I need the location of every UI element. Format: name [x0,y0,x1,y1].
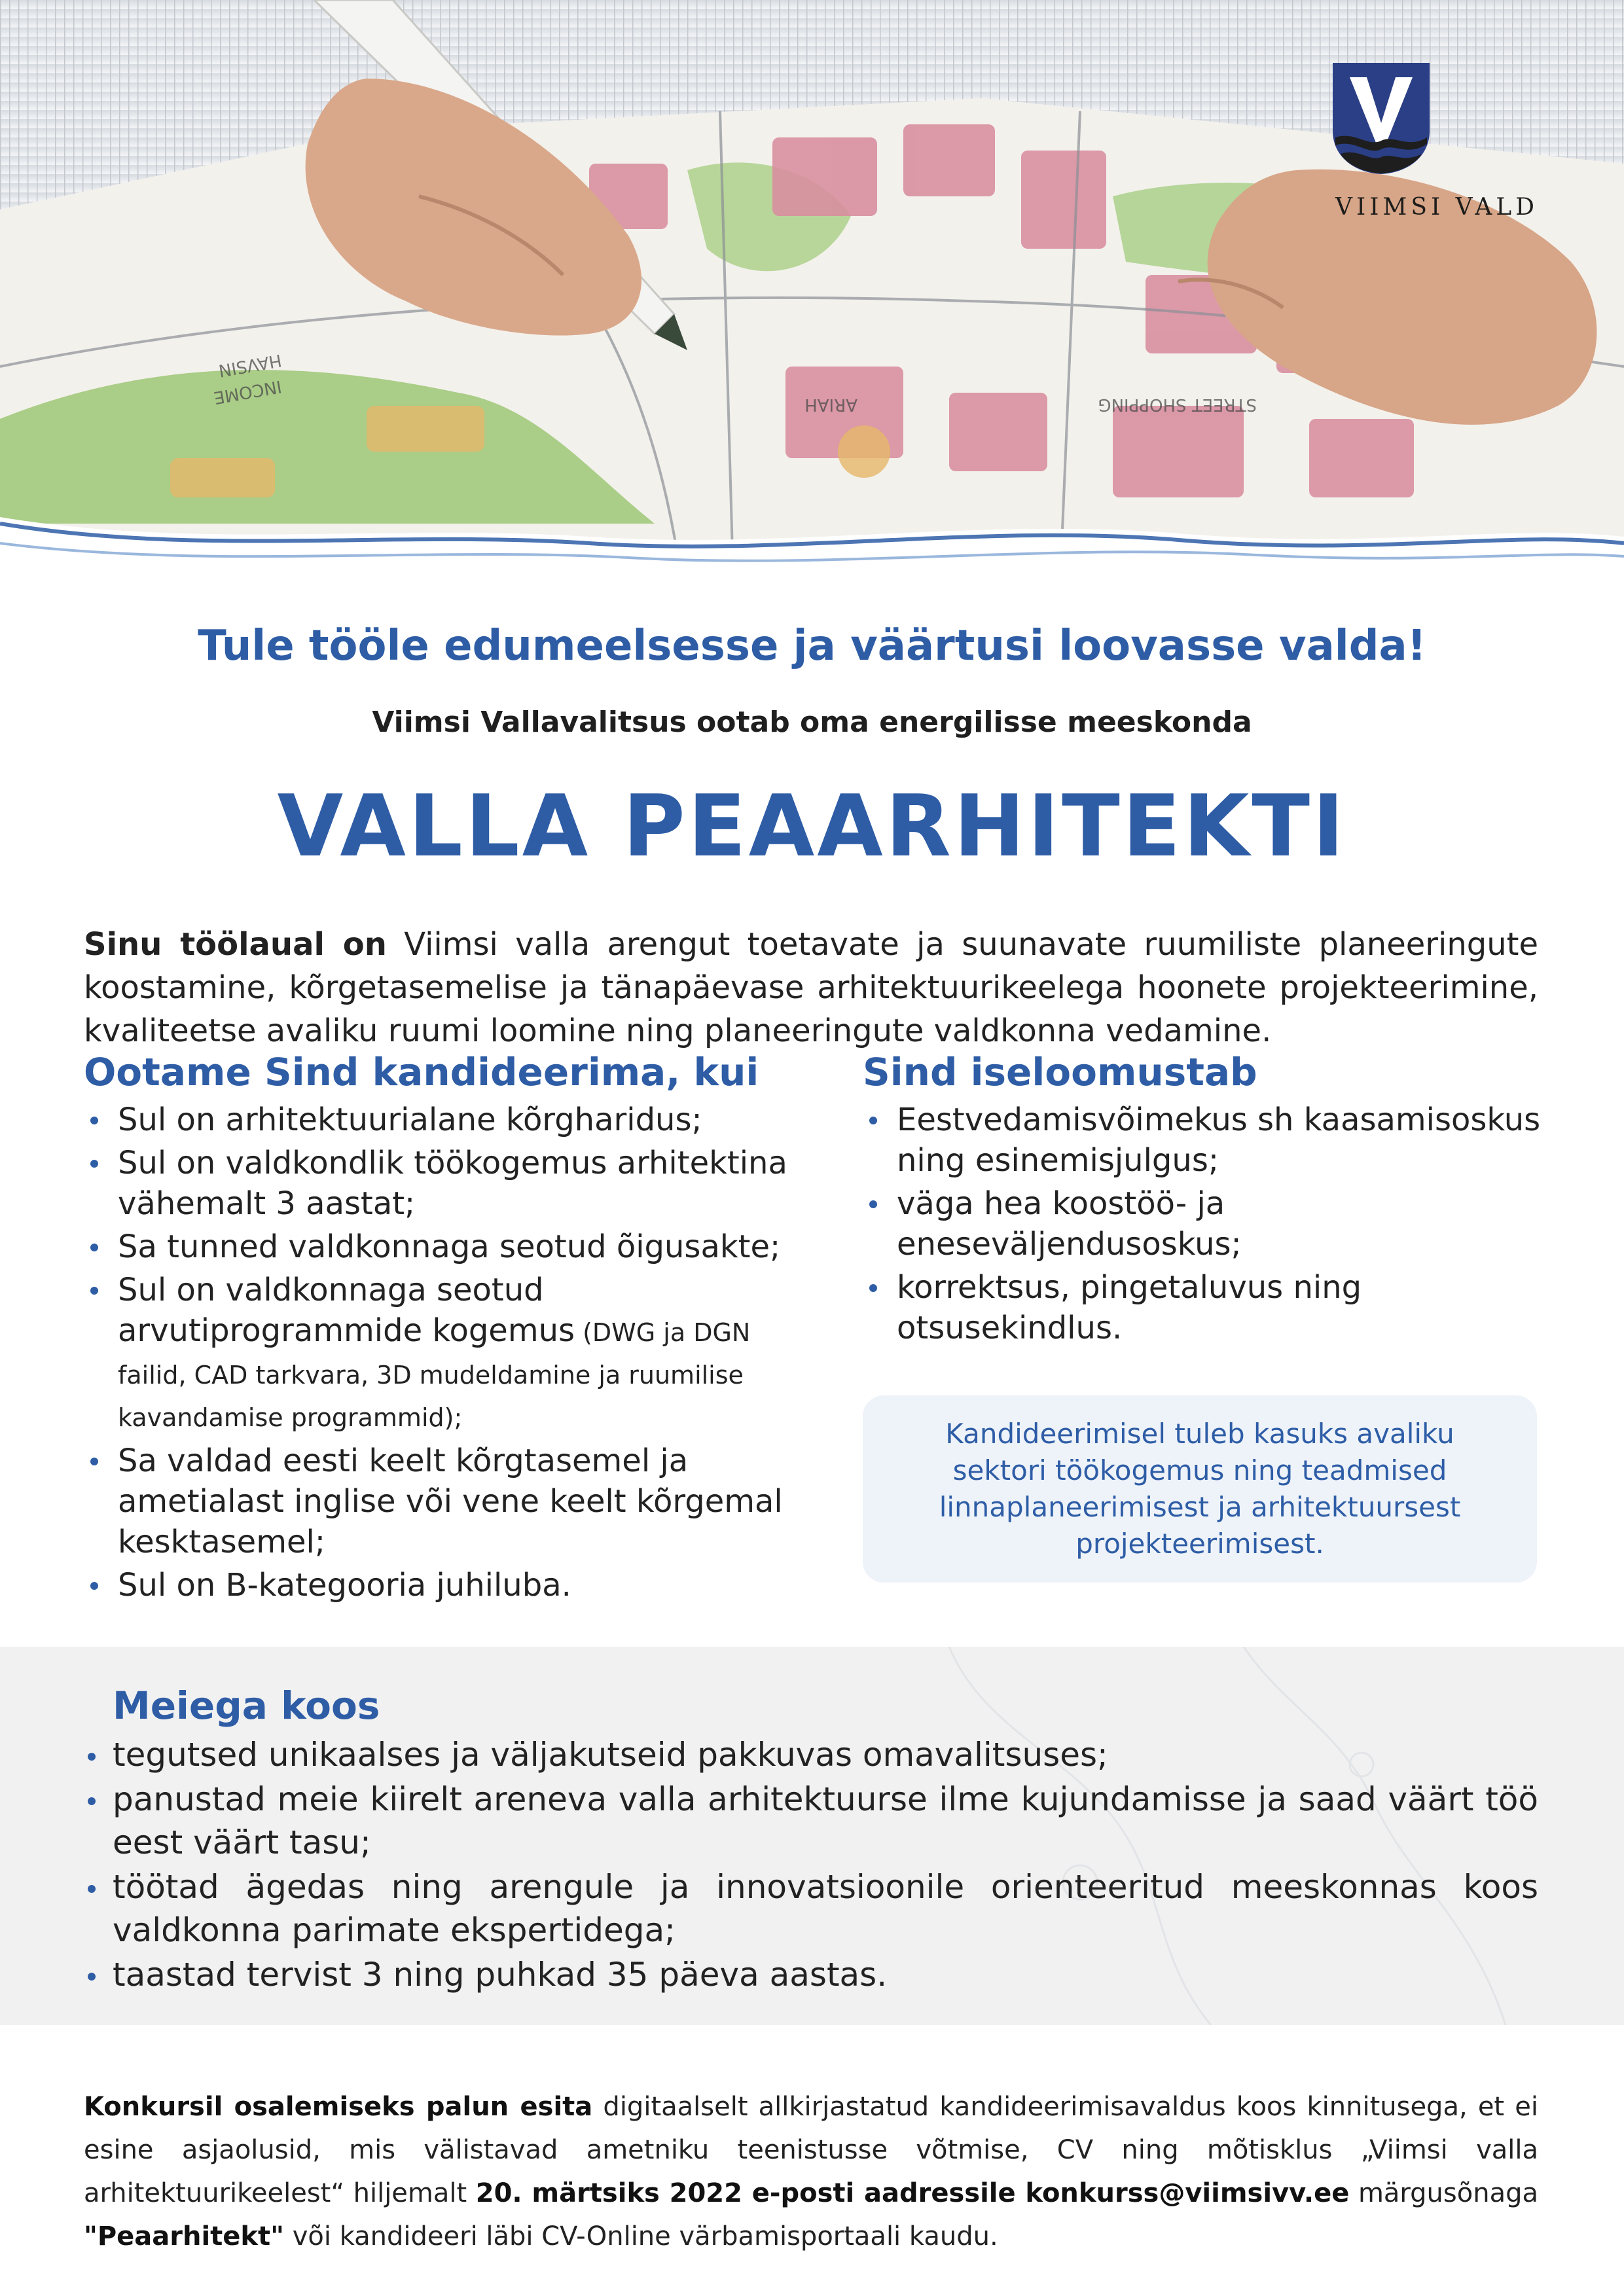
tagline: Tule tööle edumeelsesse ja väärtusi loovasse valda! [198,622,1426,670]
note-box [863,1395,1537,1583]
list-item: Sa valdad eesti keelt kõrgtasemel ja ametialast inglise või vene keelt kõrgemal kesktasemel; [84,1441,817,1562]
note-text: Kandideerimisel tuleb kasuks avaliku sektori töökogemus ning teadmised linnaplaneerimisest ja arhitektuursest projekteerimisest. [939,1418,1461,1560]
list-item: töötad ägedas ning arengule ja innovatsioonile orienteeritud meeskonnas koos valdkonna parimate ekspertidega; [84,1865,1538,1952]
list-item: Sul on valdkondlik töökogemus arhitektina vähemalt 3 aastat; [84,1143,817,1224]
benefits-heading: Meiega koos [113,1683,380,1728]
requirements-heading: Ootame Sind kandideerima, kui [84,1050,759,1094]
map-label: INCOME [212,376,283,408]
list-item: väga hea koostöö- ja eneseväljendusoskus; [863,1183,1550,1265]
viimsi-vald-logo [1329,59,1545,221]
footer-lead: Konkursil osalemiseks palun esita [84,2092,593,2122]
list-item: tegutsed unikaalses ja väljakutseid pakkuvas omavalitsuses; [84,1733,1538,1776]
list-item: panustad meie kiirelt areneva valla arhitektuurse ilme kujundamisse ja saad väärt töö eest väärt tasu; [84,1778,1538,1864]
intro-paragraph [84,923,1538,1052]
list-item: Sa tunned valdkonnaga seotud õigusakte; [84,1227,817,1267]
logo-text: VIIMSI VALD [1335,194,1538,221]
list-item: korrektsus, pingetaluvus ning otsusekindlus. [863,1267,1550,1348]
hero-image [0,0,1624,576]
list-item: Sul on B-kategooria juhiluba. [84,1565,817,1605]
intro-text: Viimsi valla arengut toetavate ja suunavate ruumiliste planeeringute koostamine, kõrgetasemelise ja tänapäevase arhitektuurikeelega hoonete projekteerimine, kvaliteetse avaliku ruumi loomine ning planeeringute valdkonna vedamine. [84,926,1539,1049]
intro-lead: Sinu töölaual on [84,926,387,963]
list-item: Sul on arhitektuurialane kõrgharidus; [84,1100,817,1140]
keyword: "Peaarhitekt" [84,2221,284,2251]
software-note: (DWG ja DGN failid, CAD tarkvara, 3D mudeldamine ja ruumilise kavandamise programmid); [118,1318,751,1432]
traits-list [863,1100,1550,1351]
list-item: taastad tervist 3 ning puhkad 35 päeva aastas. [84,1953,1538,1996]
list-item: Sul on valdkonnaga seotud arvutiprogrammide kogemus (DWG ja DGN failid, CAD tarkvara, 3D mudeldamine ja ruumilise kavandamise programmid); [84,1270,817,1438]
application-instructions: Konkursil osalemiseks palun esita digitaalselt allkirjastatud kandideerimisavaldus koos kinnitusega, et ei esine asjaolusid, mis välistavad ametniku teenistusse võtmise, CV ning mõtisklus „Viimsi valla arhitektuurikeelest“ hiljemalt 20. märtsiks 2022 e-posti aadressile konkurss@viimsivv.ee märgusõnaga "Peaarhitekt" või kandideeri läbi CV-Online värbamisportaali kaudu. [84,2092,1538,2251]
map-label: HAVSIN [217,350,283,380]
deadline-and-email: 20. märtsiks 2022 e-posti aadressile konkurss@viimsivv.ee [475,2178,1350,2208]
traits-heading: Sind iseloomustab [863,1050,1257,1094]
map-label: STREET SHOPPING [1098,395,1257,414]
list-item: Eestvedamisvõimekus sh kaasamisoskus ning esinemisjulgus; [863,1100,1550,1181]
benefits-list [84,1733,1538,1998]
crest-icon [1329,59,1434,177]
requirements-list [84,1100,817,1608]
position-title: VALLA PEAARHITEKTI [277,776,1347,876]
subtitle: Viimsi Vallavalitsus ootab oma energilisse meeskonda [372,706,1252,739]
map-label: ARIAH [804,395,857,414]
